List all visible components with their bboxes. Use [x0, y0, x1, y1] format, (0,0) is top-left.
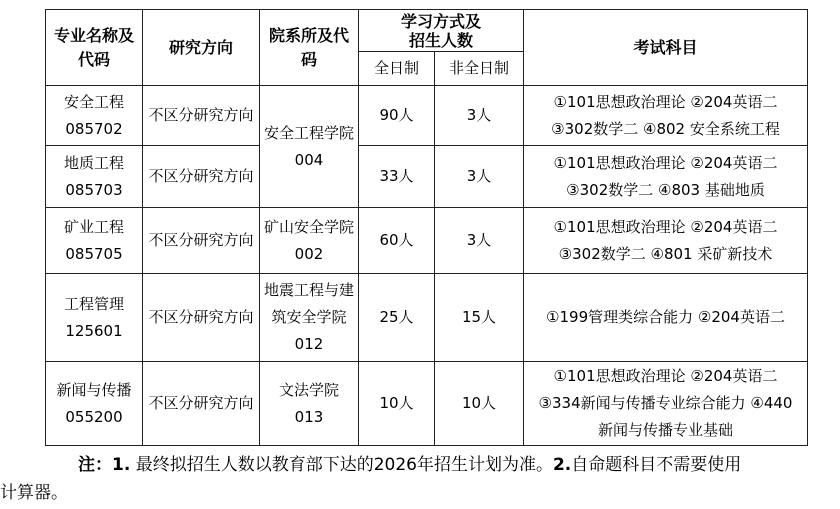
header-study-mode: 学习方式及 招生人数: [359, 10, 524, 52]
footnote: [0, 451, 840, 507]
exam-cell: ①199管理类综合能力 ②204英语二: [524, 274, 808, 362]
exam-cell: ①101思想政治理论 ②204英语二 ③302数学二 ④802 安全系统工程: [524, 86, 808, 146]
header-fulltime: 全日制: [359, 52, 435, 86]
admissions-table: [45, 9, 808, 446]
table-header-row: [46, 10, 808, 52]
direction-cell: 不区分研究方向: [143, 86, 260, 146]
exam-cell: ①101思想政治理论 ②204英语二 ③302数学二 ④801 采矿新技术: [524, 208, 808, 274]
direction-cell: 不区分研究方向: [143, 208, 260, 274]
major-cell: 安全工程 085702: [46, 86, 143, 146]
parttime-cell: 15人: [435, 274, 524, 362]
dept-cell: 矿山安全学院 002: [260, 208, 359, 274]
direction-cell: 不区分研究方向: [143, 274, 260, 362]
direction-cell: 不区分研究方向: [143, 362, 260, 446]
fulltime-cell: 25人: [359, 274, 435, 362]
major-cell: 工程管理 125601: [46, 274, 143, 362]
table-row: [46, 146, 808, 208]
direction-cell: 不区分研究方向: [143, 146, 260, 208]
fulltime-cell: 10人: [359, 362, 435, 446]
dept-cell: 地震工程与建 筑安全学院 012: [260, 274, 359, 362]
table-row: [46, 86, 808, 146]
major-cell: 地质工程 085703: [46, 146, 143, 208]
major-cell: 新闻与传播 055200: [46, 362, 143, 446]
footnote-line-1: 注：1. 最终拟招生人数以教育部下达的2026年招生计划为准。2.自命题科目不需要使用: [78, 455, 742, 475]
footnote-line-2: 计算器。: [0, 483, 68, 503]
exam-cell: ①101思想政治理论 ②204英语二 ③302数学二 ④803 基础地质: [524, 146, 808, 208]
table-row: [46, 208, 808, 274]
header-dept: 院系所及代 码: [260, 10, 359, 86]
fulltime-cell: 60人: [359, 208, 435, 274]
header-parttime: 非全日制: [435, 52, 524, 86]
fulltime-cell: 33人: [359, 146, 435, 208]
dept-cell: 文法学院 013: [260, 362, 359, 446]
header-major: 专业名称及 代码: [46, 10, 143, 86]
dept-cell: 安全工程学院 004: [260, 86, 359, 208]
fulltime-cell: 90人: [359, 86, 435, 146]
parttime-cell: 3人: [435, 86, 524, 146]
header-exam: 考试科目: [524, 10, 808, 86]
table-row: [46, 362, 808, 446]
parttime-cell: 3人: [435, 208, 524, 274]
parttime-cell: 3人: [435, 146, 524, 208]
parttime-cell: 10人: [435, 362, 524, 446]
header-direction: 研究方向: [143, 10, 260, 86]
table-row: [46, 274, 808, 362]
exam-cell: ①101思想政治理论 ②204英语二 ③334新闻与传播专业综合能力 ④440 新闻与传播专业基础: [524, 362, 808, 446]
major-cell: 矿业工程 085705: [46, 208, 143, 274]
